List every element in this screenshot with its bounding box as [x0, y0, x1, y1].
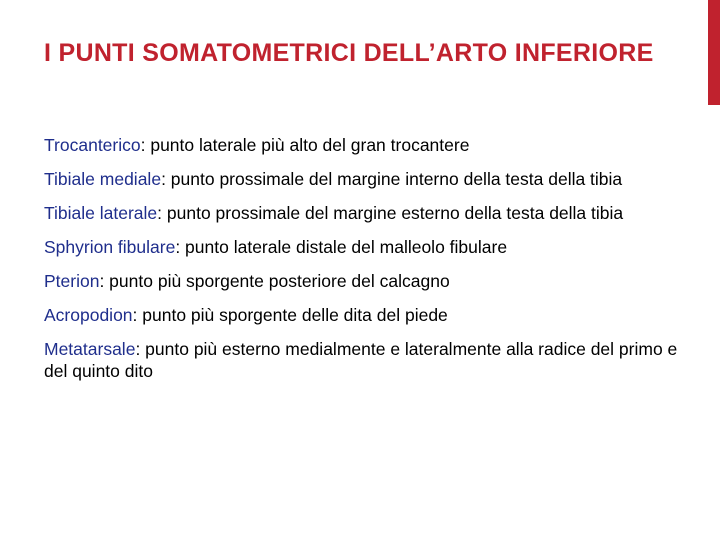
definition-text: : punto più esterno medialmente e lateralmente alla radice del primo e del quinto dito — [44, 339, 678, 381]
term-sphyrion-fibulare: Sphyrion fibulare — [44, 237, 176, 257]
definition-text: : punto laterale più alto del gran trocantere — [140, 135, 470, 155]
list-item — [44, 134, 684, 156]
accent-bar — [708, 0, 720, 105]
list-item — [44, 304, 684, 326]
term-acropodion: Acropodion — [44, 305, 133, 325]
definition-text: : punto prossimale del margine esterno della testa della tibia — [157, 203, 624, 223]
list-item — [44, 338, 684, 382]
list-item — [44, 270, 684, 292]
list-item — [44, 202, 684, 224]
term-trocanterico: Trocanterico — [44, 135, 141, 155]
definition-text: : punto più sporgente posteriore del calcagno — [99, 271, 450, 291]
definition-text: : punto più sporgente delle dita del piede — [132, 305, 448, 325]
definition-text: : punto laterale distale del malleolo fibulare — [175, 237, 508, 257]
term-tibiale-laterale: Tibiale laterale — [44, 203, 158, 223]
definitions-list — [44, 134, 684, 394]
slide-title: I PUNTI SOMATOMETRICI DELL’ARTO INFERIORE — [44, 39, 654, 67]
list-item — [44, 236, 684, 258]
list-item — [44, 168, 684, 190]
term-tibiale-mediale: Tibiale mediale — [44, 169, 162, 189]
term-metatarsale: Metatarsale — [44, 339, 136, 359]
definition-text: : punto prossimale del margine interno della testa della tibia — [161, 169, 623, 189]
term-pterion: Pterion — [44, 271, 100, 291]
